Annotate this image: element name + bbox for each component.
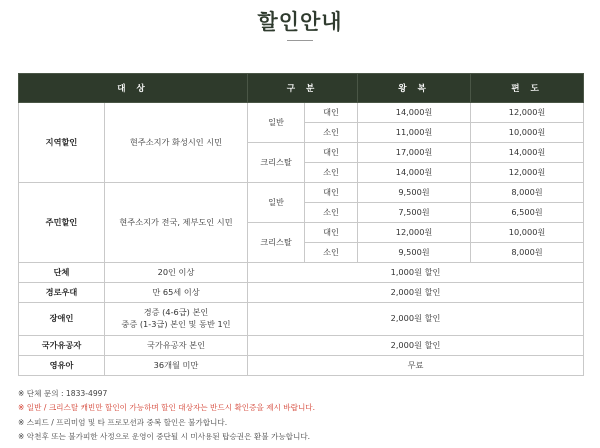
category-label: 지역할인: [19, 103, 105, 183]
note-id-required: ※ 일반 / 크리스탈 캐빈만 할인이 가능하며 할인 대상자는 반드시 확인증을 제시 바랍니다.: [18, 403, 316, 413]
discount-value: 1,000원 할인: [248, 263, 584, 283]
table-header-row: [19, 74, 584, 103]
passenger-type: 소인: [305, 203, 358, 223]
note-no-duplicate: ※ 스피드 / 프리미엄 및 타 프로모션과 중복 할인은 불가합니다.: [18, 417, 228, 427]
header-roundtrip: 왕 복: [358, 74, 471, 103]
roundtrip-price: 17,000원: [358, 143, 471, 163]
discount-value: 2,000원 할인: [248, 336, 584, 356]
category-desc: 국가유공자 본인: [105, 336, 248, 356]
passenger-type: 대인: [305, 143, 358, 163]
table-row: [19, 103, 584, 123]
category-desc: 현주소지가 전국, 제부도인 시민: [105, 183, 248, 263]
roundtrip-price: 9,500원: [358, 183, 471, 203]
table-row: [19, 356, 584, 376]
category-label: 국가유공자: [19, 336, 105, 356]
roundtrip-price: 9,500원: [358, 243, 471, 263]
discount-value: 2,000원 할인: [248, 283, 584, 303]
oneway-price: 14,000원: [471, 143, 584, 163]
page-title: 할인안내: [257, 10, 343, 34]
title-divider: [287, 40, 313, 41]
table-row: [19, 283, 584, 303]
passenger-type: 대인: [305, 183, 358, 203]
note-group-inquiry: ※ 단체 문의 : 1833-4997: [18, 389, 108, 398]
passenger-type: 소인: [305, 243, 358, 263]
roundtrip-price: 7,500원: [358, 203, 471, 223]
header-type: 구 분: [248, 74, 358, 103]
table-row: [19, 303, 584, 336]
category-desc: [105, 303, 248, 336]
category-label: 주민할인: [19, 183, 105, 263]
category-desc: 36개월 미만: [105, 356, 248, 376]
notes-section: [18, 387, 315, 445]
oneway-price: 10,000원: [471, 123, 584, 143]
category-label: 경로우대: [19, 283, 105, 303]
header-oneway: 편 도: [471, 74, 584, 103]
oneway-price: 8,000원: [471, 243, 584, 263]
table-row: [19, 263, 584, 283]
category-label: 단체: [19, 263, 105, 283]
passenger-type: 소인: [305, 123, 358, 143]
oneway-price: 12,000원: [471, 103, 584, 123]
oneway-price: 8,000원: [471, 183, 584, 203]
header-target: 대 상: [19, 74, 248, 103]
roundtrip-price: 12,000원: [358, 223, 471, 243]
oneway-price: 10,000원: [471, 223, 584, 243]
oneway-price: 12,000원: [471, 163, 584, 183]
table-row: [19, 336, 584, 356]
desc-line: 중증 (1-3급) 본인 및 동반 1인: [121, 319, 231, 329]
category-label: 장애인: [19, 303, 105, 336]
category-label: 영유아: [19, 356, 105, 376]
cabin-general: 일반: [248, 183, 305, 223]
roundtrip-price: 14,000원: [358, 163, 471, 183]
passenger-type: 대인: [305, 223, 358, 243]
roundtrip-price: 14,000원: [358, 103, 471, 123]
cabin-crystal: 크리스탈: [248, 223, 305, 263]
note-refund: ※ 악천후 또는 불가피한 사정으로 운영이 중단될 시 미사용된 탑승권은 환불 가능합니다.: [18, 432, 311, 442]
roundtrip-price: 11,000원: [358, 123, 471, 143]
discount-value: 무료: [248, 356, 584, 376]
category-desc: 20인 이상: [105, 263, 248, 283]
desc-line: 경증 (4-6급) 본인: [143, 307, 209, 318]
cabin-crystal: 크리스탈: [248, 143, 305, 183]
passenger-type: 대인: [305, 103, 358, 123]
category-desc: 만 65세 이상: [105, 283, 248, 303]
oneway-price: 6,500원: [471, 203, 584, 223]
discount-value: 2,000원 할인: [248, 303, 584, 336]
discount-table: [18, 73, 584, 376]
passenger-type: 소인: [305, 163, 358, 183]
table-row: [19, 183, 584, 203]
category-desc: 현주소지가 화성시인 시민: [105, 103, 248, 183]
cabin-general: 일반: [248, 103, 305, 143]
